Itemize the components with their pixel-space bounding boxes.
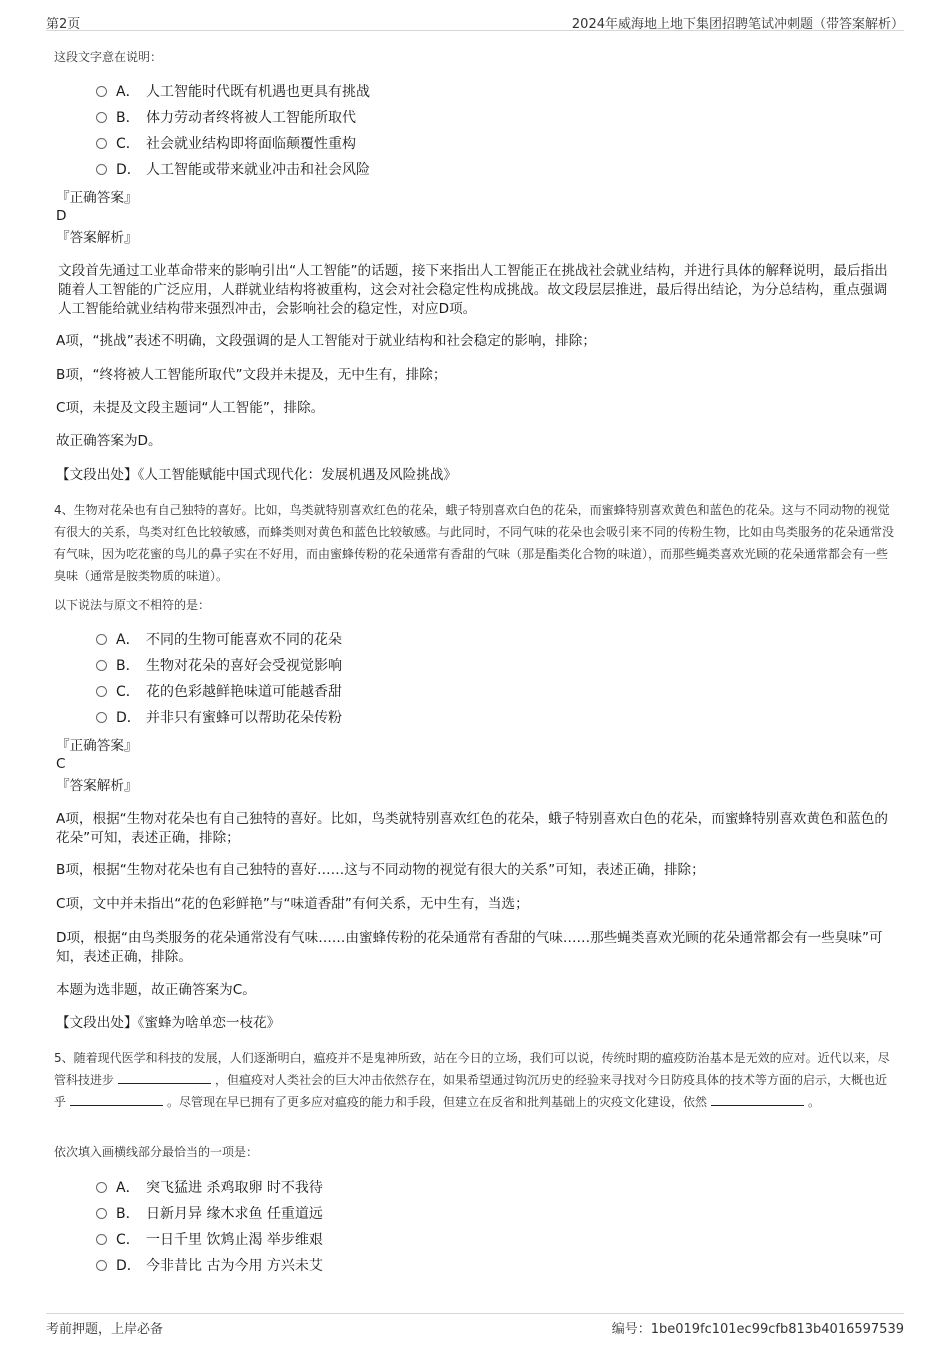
radio-button[interactable] <box>96 660 107 671</box>
q3-analysis-label: 『答案解析』 <box>56 230 138 246</box>
q3-option-b[interactable]: B． 体力劳动者终将被人工智能所取代 <box>96 106 356 130</box>
q5-option-b[interactable]: B． 日新月异 缘木求鱼 任重道远 <box>96 1202 323 1226</box>
q4-analysis-c: C项，文中并未指出“花的色彩鲜艳”与“味道香甜”有何关系，无中生有，当选； <box>56 896 529 912</box>
q4-option-d[interactable]: D． 并非只有蜜蜂可以帮助花朵传粉 <box>96 706 342 730</box>
footer-slogan: 考前押题，上岸必备 <box>46 1322 164 1337</box>
q4-analysis-a: A项，根据“生物对花朵也有自己独特的喜好。比如，鸟类就特别喜欢红色的花朵，蛾子特别喜欢白色的花朵，而蜜蜂特别喜欢黄色和蓝色的花朵”可知，表述正确，排除； <box>56 811 888 846</box>
q3-answer-label: 『正确答案』 <box>56 190 138 206</box>
document-title: 2024年威海地上地下集团招聘笔试冲刺题（带答案解析） <box>571 17 904 32</box>
radio-button[interactable] <box>96 164 107 175</box>
q3-analysis-c: C项，未提及文段主题词“人工智能”，排除。 <box>56 400 325 416</box>
page-number: 第2页 <box>46 17 81 32</box>
q3-answer: D <box>56 208 67 224</box>
radio-button[interactable] <box>96 712 107 723</box>
radio-button[interactable] <box>96 1208 107 1219</box>
q5-option-c[interactable]: C． 一日千里 饮鸩止渴 举步维艰 <box>96 1228 323 1252</box>
q5-stem: 5、随着现代医学和科技的发展，人们逐渐明白，瘟疫并不是鬼神所致，站在今日的立场，我们可以说，传统时期的瘟疫防治基本是无效的应对。近代以来，尽管科技进步 ，但瘟疫对人类社会的巨大冲击依然存在，如果希望通过钩沉历史的经验来寻找对今日防疫具体的技术等方面的启示，大概也近乎 。尽管现在早已拥有了更多应对瘟疫的能力和手段，但建立在反省和批判基础上的灾疫文化建设，依然 。 <box>54 1051 890 1109</box>
q4-analysis-label: 『答案解析』 <box>56 778 138 794</box>
radio-button[interactable] <box>96 138 107 149</box>
q3-analysis-main: 文段首先通过工业革命带来的影响引出“人工智能”的话题，接下来指出人工智能正在挑战社会就业结构，并进行具体的解释说明，最后指出随着人工智能的广泛应用，人群就业结构将被重构，这会对社会稳定性构成挑战。故文段层层推进，最后得出结论，为分总结构，重点强调人工智能给就业结构带来强烈冲击，会影响社会的稳定性，对应D项。 <box>58 263 888 317</box>
q4-answer-label: 『正确答案』 <box>56 738 138 754</box>
q4-analysis-d: D项，根据“由鸟类服务的花朵通常没有气味……由蜜蜂传粉的花朵通常有香甜的气味……那些蝇类喜欢光顾的花朵通常都会有一些臭味”可知，表述正确，排除。 <box>56 930 883 965</box>
q4-option-b[interactable]: B． 生物对花朵的喜好会受视觉影响 <box>96 654 342 678</box>
q3-analysis-a: A项，“挑战”表述不明确，文段强调的是人工智能对于就业结构和社会稳定的影响，排除； <box>56 333 596 349</box>
q3-option-c[interactable]: C． 社会就业结构即将面临颠覆性重构 <box>96 132 356 156</box>
q4-prompt: 以下说法与原文不相符的是： <box>54 598 211 612</box>
radio-button[interactable] <box>96 1234 107 1245</box>
q3-option-a[interactable]: A． 人工智能时代既有机遇也更具有挑战 <box>96 80 370 104</box>
q3-prompt: 这段文字意在说明： <box>54 50 163 64</box>
radio-button[interactable] <box>96 112 107 123</box>
q4-answer: C <box>56 756 66 772</box>
q3-analysis-b: B项，“终将被人工智能所取代”文段并未提及，无中生有，排除； <box>56 367 447 383</box>
radio-button[interactable] <box>96 634 107 645</box>
q3-conclusion: 故正确答案为D。 <box>56 433 162 449</box>
radio-button[interactable] <box>96 86 107 97</box>
fill-blank <box>118 1072 211 1084</box>
q5-option-a[interactable]: A． 突飞猛进 杀鸡取卵 时不我待 <box>96 1176 323 1200</box>
q3-option-d[interactable]: D． 人工智能或带来就业冲击和社会风险 <box>96 158 370 182</box>
page-footer <box>46 1313 904 1340</box>
q4-source: 【文段出处】《蜜蜂为啥单恋一枝花》 <box>56 1015 281 1031</box>
radio-button[interactable] <box>96 1260 107 1271</box>
q5-option-d[interactable]: D． 今非昔比 古为今用 方兴未艾 <box>96 1254 323 1278</box>
q3-source: 【文段出处】《人工智能赋能中国式现代化：发展机遇及风险挑战》 <box>56 467 458 483</box>
q4-analysis-b: B项，根据“生物对花朵也有自己独特的喜好……这与不同动物的视觉有很大的关系”可知，表述正确，排除； <box>56 862 705 878</box>
q5-prompt: 依次填入画横线部分最恰当的一项是： <box>54 1145 259 1159</box>
radio-button[interactable] <box>96 1182 107 1193</box>
document-id: 编号：1be019fc101ec99cfb813b4016597539 <box>611 1322 904 1337</box>
page-header <box>46 8 904 31</box>
q4-option-a[interactable]: A． 不同的生物可能喜欢不同的花朵 <box>96 628 342 652</box>
fill-blank <box>70 1094 163 1106</box>
q4-option-c[interactable]: C． 花的色彩越鲜艳味道可能越香甜 <box>96 680 342 704</box>
q4-stem: 4、生物对花朵也有自己独特的喜好。比如，鸟类就特别喜欢红色的花朵，蛾子特别喜欢白色的花朵，而蜜蜂特别喜欢黄色和蓝色的花朵。这与不同动物的视觉有很大的关系，鸟类对红色比较敏感，而蜂类则对黄色和蓝色比较敏感。与此同时，不同气味的花朵也会吸引来不同的传粉生物，比如由鸟类服务的花朵通常没有气味，因为吃花蜜的鸟儿的鼻子实在不好用，而由蜜蜂传粉的花朵通常有香甜的气味（那是酯类化合物的味道），而那些蝇类喜欢光顾的花朵通常都会有一些臭味（通常是胺类物质的味道）。 <box>54 503 895 583</box>
q4-conclusion: 本题为选非题，故正确答案为C。 <box>56 982 256 998</box>
fill-blank <box>711 1094 804 1106</box>
radio-button[interactable] <box>96 686 107 697</box>
